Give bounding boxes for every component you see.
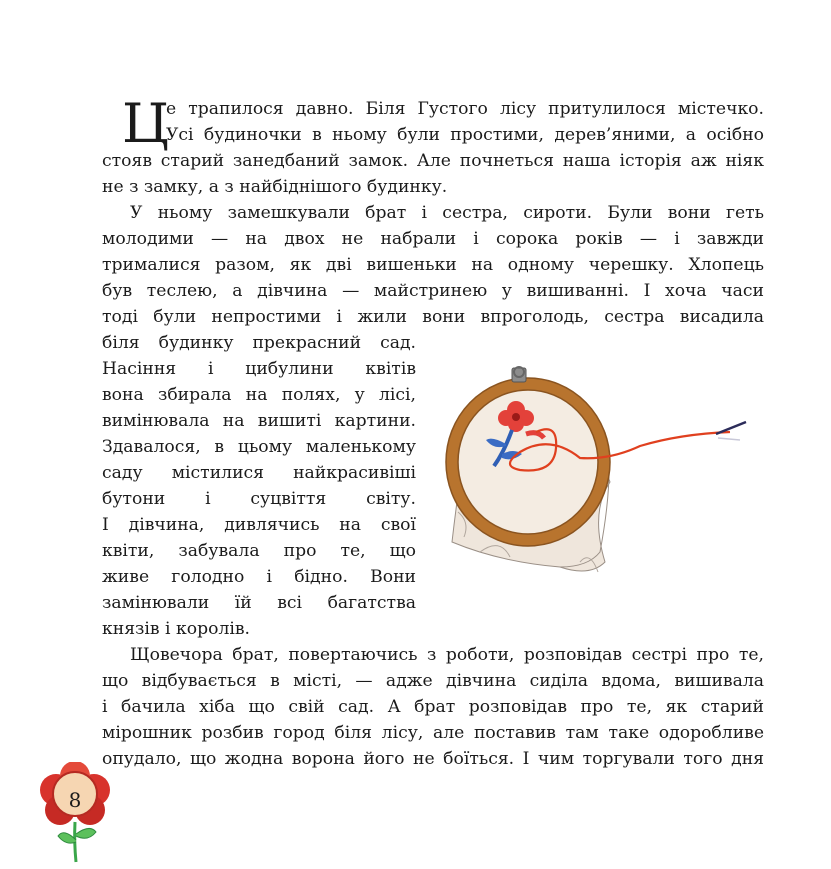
- text-line: і бачила хіба що свій сад. А брат розповідав про те, як старий: [102, 697, 764, 717]
- text-line: князів і королів.: [102, 619, 251, 639]
- text-line: біля будинку прекрасний сад.: [102, 333, 416, 353]
- text-line: вона збирала на полях, у лісі,: [102, 385, 416, 405]
- text-line: І дівчина, дивлячись на свої: [102, 515, 416, 535]
- drop-cap: Ц: [122, 92, 170, 155]
- text-line: замінювали їй всі багатства: [102, 593, 416, 613]
- text-line: саду містилися найкрасивіші: [102, 463, 416, 483]
- text-line: Усі будиночки в ньому були простими, дерев’яними, а осібно: [166, 125, 764, 145]
- needle-icon: [716, 422, 746, 434]
- text-line: У ньому замешкували брат і сестра, сироти. Були вони геть: [130, 203, 764, 223]
- text-line: квіти, забувала про те, що: [102, 541, 416, 561]
- text-line: вимінювала на вишиті картини.: [102, 411, 416, 431]
- text-line: тоді були непростими і жили вони впроголодь, сестра висадила: [102, 307, 764, 327]
- text-line: бутони і суцвіття світу.: [102, 489, 416, 509]
- text-line: не з замку, а з найбіднішого будинку.: [102, 177, 448, 197]
- text-line: трималися разом, як дві вишеньки на одному черешку. Хлопець: [102, 255, 764, 275]
- text-line: мірошник розбив город біля лісу, але поставив там таке одоробливе: [102, 723, 764, 743]
- text-line: був теслею, а дівчина — майстринею у вишиванні. І хоча часи: [102, 281, 764, 301]
- page-number: 8: [68, 788, 82, 812]
- embroidery-hoop-icon: [440, 362, 770, 582]
- text-line: опудало, що жодна ворона його не боїться. І чим торгували того дня: [102, 749, 764, 769]
- text-line: стояв старий занедбаний замок. Але почнеться наша історія аж ніяк: [102, 151, 764, 171]
- text-line: Щовечора брат, повертаючись з роботи, розповідав сестрі про те,: [130, 645, 764, 665]
- text-line: Насіння і цибулини квітів: [102, 359, 416, 379]
- text-line: що відбувається в місті, — адже дівчина сиділа вдома, вишивала: [102, 671, 764, 691]
- text-line: е трапилося давно. Біля Густого лісу притулилося містечко.: [166, 99, 764, 119]
- text-line: Здавалося, в цьому маленькому: [102, 437, 416, 457]
- text-line: молодими — на двох не набрали і сорока років — і завжди: [102, 229, 764, 249]
- text-line: живе голодно і бідно. Вони: [102, 567, 416, 587]
